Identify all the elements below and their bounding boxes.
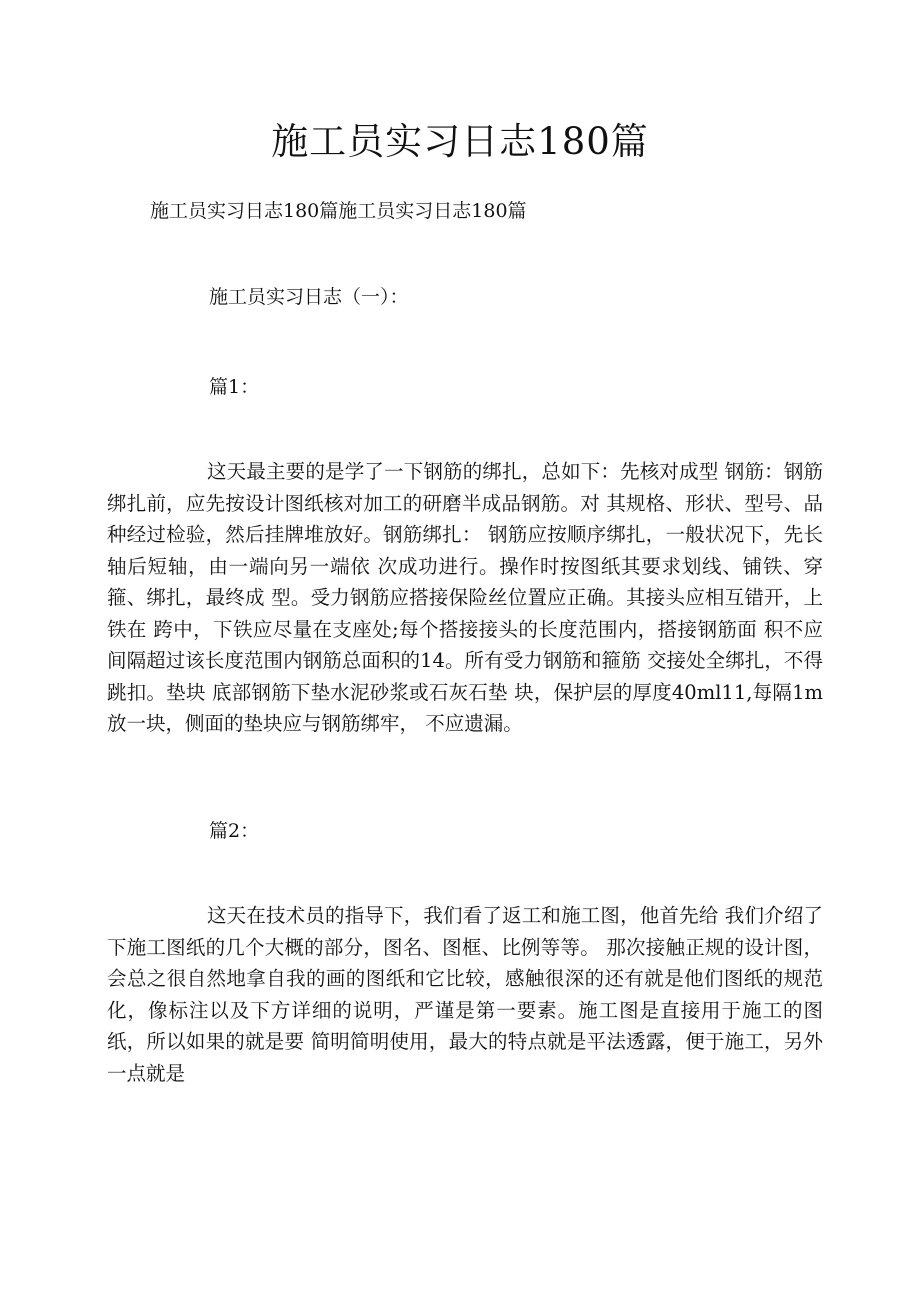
part-2-paragraph: 这天在技术员的指导下，我们看了返工和施工图，他首先给 我们介绍了下施工图纸的几个大概的部分，图名、图框、比例等等。 那次接触正规的设计图，会总之很自然地拿自我的画的图纸和它比较，感触很深的还有就是他们图纸的规范化，像标注以及下方详细的说明，严谨是第一要素。施工图是直接用于施工的图纸，所以如果的就是要 简明简明使用，最大的特点就是平法透露，便于施工，另外一点就是 xyxy=(107,904,823,1085)
part-2-heading: 篇2： xyxy=(209,820,260,842)
document-title: 施工员实习日志180篇 xyxy=(271,120,649,163)
part-1-paragraph: 这天最主要的是学了一下钢筋的绑扎，总如下：先核对成型 钢筋：钢筋绑扎前，应先按设计图纸核对加工的研磨半成品钢筋。对 其规格、形状、型号、品种经过检验，然后挂牌堆放好。钢筋绑扎： 钢筋应按顺序绑扎，一般状况下，先长轴后短轴，由一端向另一端依 次成功进行。操作时按图纸其要求划线、铺铁、穿箍、绑扎，最终成 型。受力钢筋应搭接保险丝位置应正确。其接头应相互错开，上铁在 跨中，下铁应尽量在支座处;每个搭接接头的长度范围内，搭接钢筋面 积不应间隔超过该长度范围内钢筋总面积的14。所有受力钢筋和箍筋 交接处全绑扎，不得跳扣。垫块 底部钢筋下垫水泥砂浆或石灰石垫 块，保护层的厚度40ml11,每隔1m放一块，侧面的垫块应与钢筋绑牢， 不应遗漏。 xyxy=(107,460,823,735)
document-subtitle: 施工员实习日志180篇施工员实习日志180篇 xyxy=(150,200,527,222)
log-heading-1: 施工员实习日志（一）： xyxy=(209,286,409,308)
part-1-heading: 篇1： xyxy=(209,376,260,398)
